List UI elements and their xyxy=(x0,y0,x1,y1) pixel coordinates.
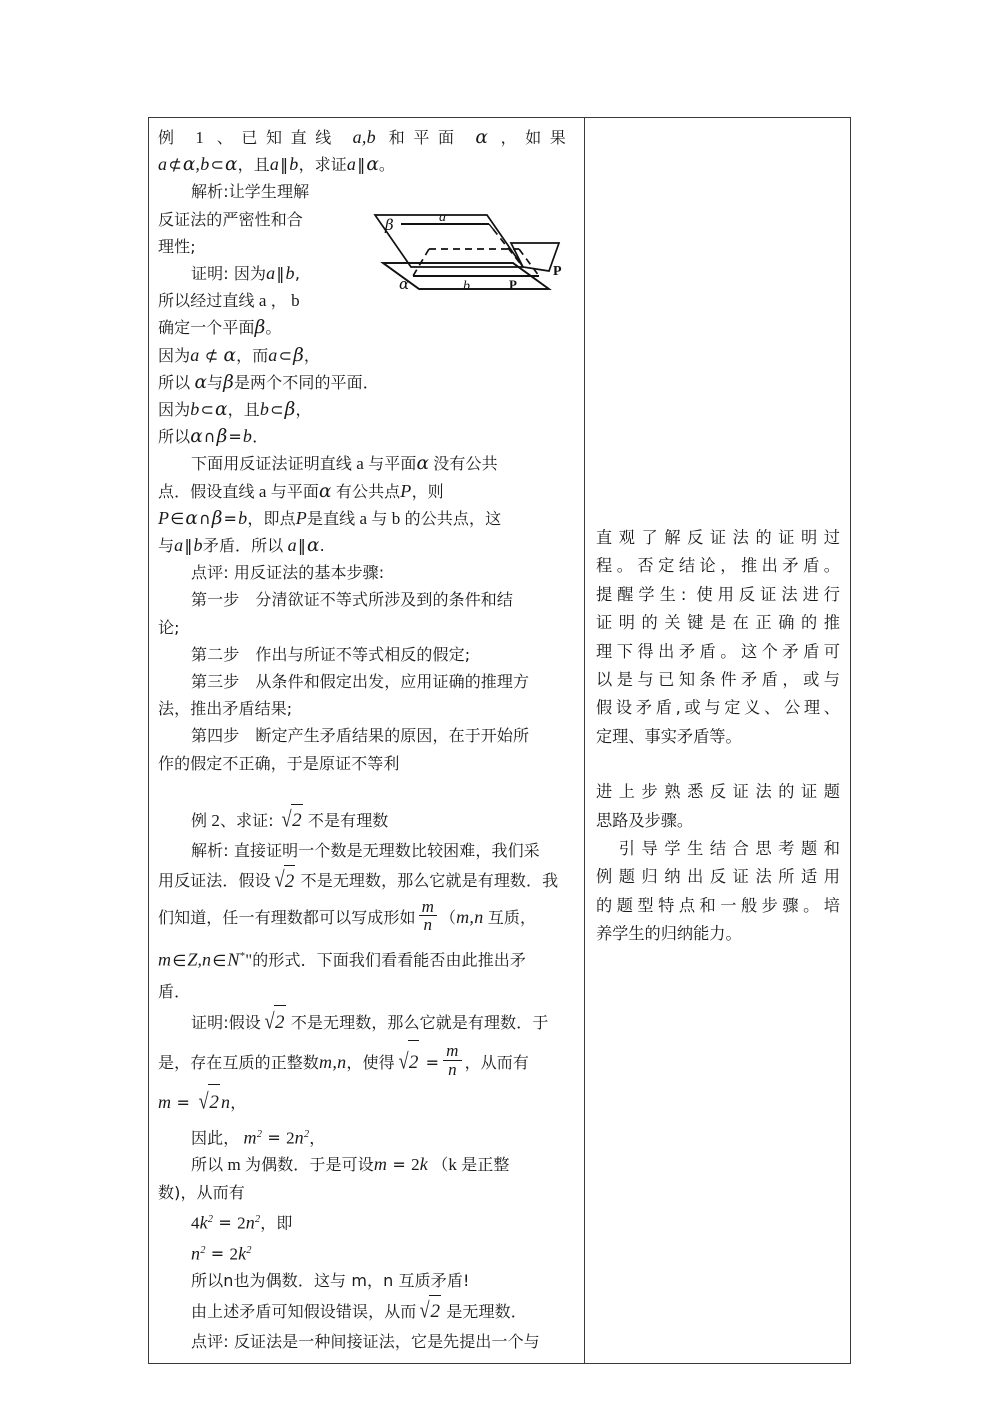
right-column-content xyxy=(585,118,850,957)
geometry-figure xyxy=(371,193,574,301)
comment1-step4: 第四步 断定产生矛盾结果的原因，在于开始所 xyxy=(191,726,530,746)
example2-title: 例 2、求证: √2 不是有理数 xyxy=(158,804,575,837)
comment1-step1: 第一步 分清欲证不等式所涉及到的条件和结 xyxy=(191,590,514,610)
note-line: 思路及步骤。 xyxy=(596,810,694,830)
note-line: 证明的关键是在正确的推 xyxy=(596,613,840,633)
example2-analysis-l1: 解析: 直接证明一个数是无理数比较困难，我们采 xyxy=(191,840,540,860)
note-line: 养学生的归纳能力。 xyxy=(596,924,742,944)
example1-line2: a⊄α,b⊂α，且a‖b，求证a‖α。 xyxy=(158,154,396,176)
example2-analysis-l3: 们知道，任一有理数都可以写成形如 $\frac{m}{n}$ （m,n 互质， xyxy=(158,896,537,935)
note-line: 提醒学生: 使用反证法进行 xyxy=(596,584,840,604)
figure-label-alpha: α xyxy=(399,275,410,293)
example2-proof-l3: m = √2 n， xyxy=(158,1084,575,1121)
figure-label-p-lower: P xyxy=(509,277,517,292)
example1-proof-l4: 因为a ⊄ α，而a⊂β， xyxy=(158,344,321,366)
example1-proof-l3: 确定一个平面β。 xyxy=(158,317,282,339)
note-paragraph-3 xyxy=(596,835,840,949)
example1-proof-l5: 所以 α与β是两个不同的平面． xyxy=(158,371,379,393)
spacer xyxy=(158,777,575,804)
example2-analysis-l2: 用反证法．假设 √2 不是无理数，那么它就是有理数．我 xyxy=(158,864,575,896)
note-paragraph-1 xyxy=(596,524,840,751)
figure-label-a: a xyxy=(439,210,446,225)
lesson-plan-table xyxy=(148,117,851,1364)
example1-analysis-l3: 理性; xyxy=(158,236,196,256)
table-cell-notes xyxy=(585,118,851,1364)
example1-proof-l7: 所以α∩β=b． xyxy=(158,426,269,448)
comment1-step3-cont: 法，推出矛盾结果; xyxy=(158,699,293,719)
note-line: 例题归纳出反证法所适用 xyxy=(596,867,840,887)
left-column-content xyxy=(149,118,584,1363)
example1-proof-l2: 所以经过直线 a ， b xyxy=(158,291,300,311)
example2-proof-l2: 是，存在互质的正整数m,n，使得 √2 = $\frac{m}{n}$ ，从而有 xyxy=(158,1040,575,1084)
note-line: 进上步熟悉反证法的证题 xyxy=(596,782,840,802)
note-line: 理下得出矛盾。这个矛盾可 xyxy=(596,641,840,661)
example1-proof-l1: 证明: 因为a‖b, xyxy=(191,263,300,284)
example1-proof-l8: 下面用反证法证明直线 a 与平面α 没有公共 xyxy=(191,453,498,475)
example2-proof-l1: 证明:假设 √2 不是无理数，那么它就是有理数．于 xyxy=(158,1005,575,1040)
example2-proof-l8: 所以n也为偶数．这与 m，n 互质矛盾! xyxy=(191,1271,470,1291)
example2-proof-l5: 所以 m 为偶数．于是可设m = 2k （k 是正整 xyxy=(191,1154,510,1175)
comment1-label: 点评: 用反证法的基本步骤: xyxy=(191,563,385,583)
example1-proof-l6: 因为b⊂α，且b⊂β， xyxy=(158,399,312,421)
right-top-spacer xyxy=(596,124,840,524)
example1-analysis-l2: 反证法的严密性和合 xyxy=(158,209,303,229)
example1-line1: 例 1 、已知直线 a,b 和平面 α ，如果 xyxy=(158,127,566,148)
comment1-step1-cont: 论; xyxy=(158,617,180,637)
example2-proof-l7: $n^2 = 2k^2$ xyxy=(191,1243,252,1264)
table-cell-content xyxy=(149,118,585,1364)
example2-proof-l9: 由上述矛盾可知假设错误，从而 √2 是无理数． xyxy=(158,1295,575,1328)
note-line: 假设矛盾,或与定义、公理、 xyxy=(596,698,840,718)
note-line: 引导学生结合思考题和 xyxy=(596,839,840,859)
example2-proof-l5-cont: 数)，从而有 xyxy=(158,1182,245,1202)
note-line: 的题型特点和一般步骤。培 xyxy=(596,895,840,915)
example1-proof-l9: 点．假设直线 a 与平面α 有公共点P，则 xyxy=(158,480,444,502)
example2-comment: 点评: 反证法是一种间接证法，它是先提出一个与 xyxy=(191,1331,540,1351)
comment1-step3: 第三步 从条件和假定出发，应用证确的推理方 xyxy=(191,672,530,692)
example2-analysis-l5: 盾． xyxy=(158,981,191,1001)
example2-analysis-l4: m∈Z,n∈N*"的形式．下面我们看看能否由此推出矛 xyxy=(158,949,526,970)
comment1-step2: 第二步 作出与所证不等式相反的假定; xyxy=(191,644,471,664)
figure-label-b: b xyxy=(463,279,470,294)
spacer xyxy=(596,751,840,778)
note-paragraph-2 xyxy=(596,778,840,835)
comment1-step4-cont: 作的假定不正确，于是原证不等利 xyxy=(158,753,400,773)
figure-label-beta: β xyxy=(385,216,394,234)
note-line: 定理、事实矛盾等。 xyxy=(596,726,742,746)
note-line: 以是与已知条件矛盾，或与 xyxy=(596,670,840,690)
table-row xyxy=(149,118,851,1364)
figure-label-p-right: P xyxy=(553,264,562,279)
note-line: 程。否定结论，推出矛盾。 xyxy=(596,556,840,576)
example2-proof-l6: $4k^2 = 2n^2$，即 xyxy=(191,1212,293,1233)
example1-proof-l10: P∈α∩β=b，即点P是直线 a 与 b 的公共点，这 xyxy=(158,507,502,529)
example2-proof-l4: 因此， $m^2 = 2n^2$， xyxy=(191,1127,326,1148)
note-line: 直观了解反证法的证明过 xyxy=(596,528,840,547)
example1-proof-l11: 与a‖b矛盾．所以 a‖α. xyxy=(158,535,325,557)
example1-analysis-label: 解析:让学生理解 xyxy=(191,182,310,202)
